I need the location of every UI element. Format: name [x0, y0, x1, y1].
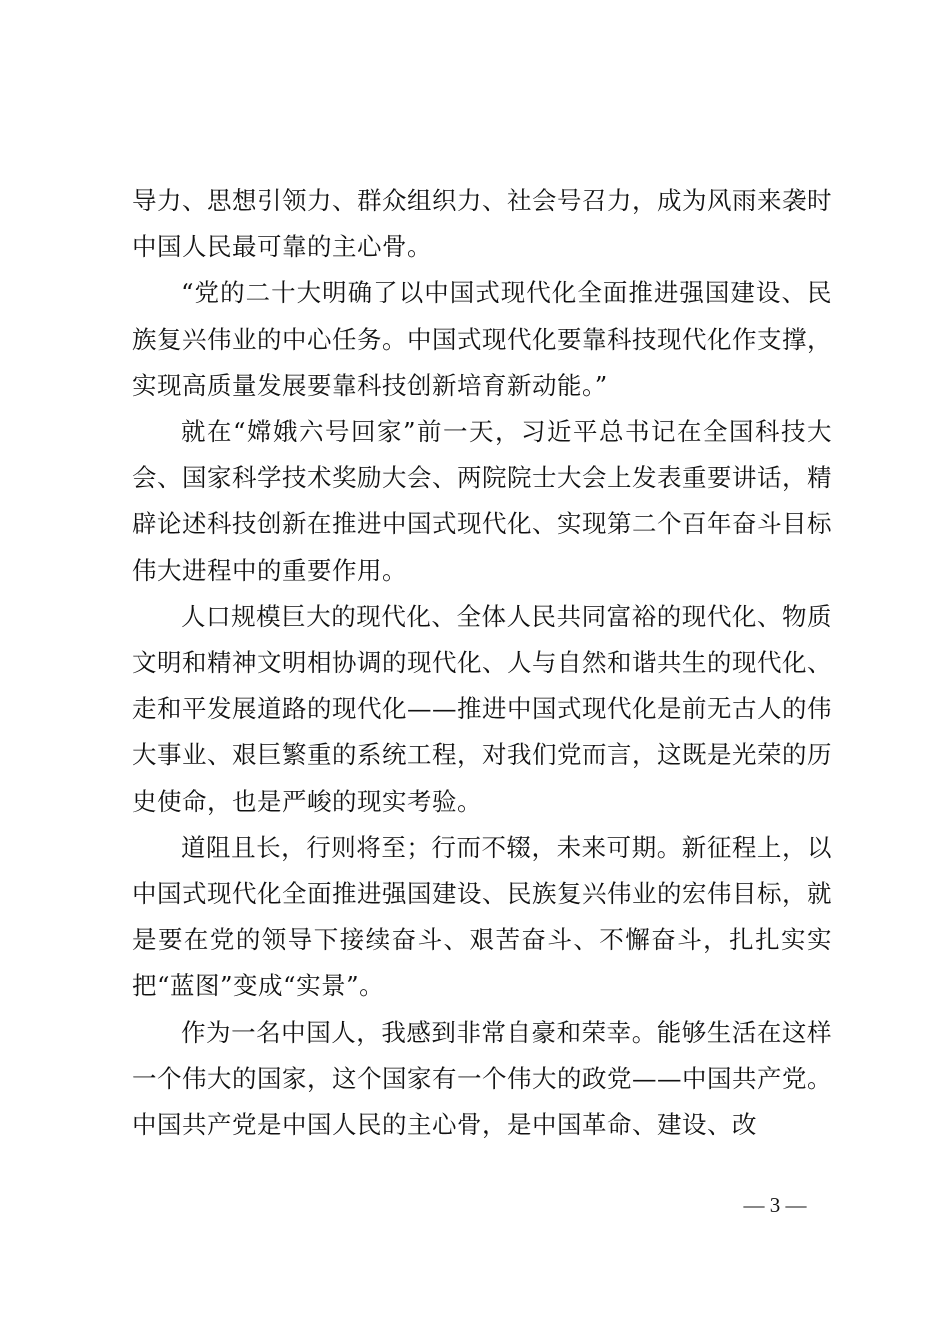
- paragraph: 道阻且长，行则将至；行而不辍，未来可期。新征程上，以中国式现代化全面推进强国建设、民族复兴伟业的宏伟目标，就是要在党的领导下接续奋斗、艰苦奋斗、不懈奋斗，扎扎实实把“蓝图”变成“实景”。: [132, 832, 832, 1001]
- paragraph: 作为一名中国人，我感到非常自豪和荣幸。能够生活在这样一个伟大的国家，这个国家有一个伟大的政党——中国共产党。中国共产党是中国人民的主心骨，是中国革命、建设、改: [132, 1017, 832, 1140]
- paragraph: “党的二十大明确了以中国式现代化全面推进强国建设、民族复兴伟业的中心任务。中国式现代化要靠科技现代化作支撑，实现高质量发展要靠科技创新培育新动能。”: [132, 278, 832, 400]
- body-text: [132, 178, 832, 1148]
- page-number: — 3 —: [743, 1193, 807, 1217]
- paragraph: 人口规模巨大的现代化、全体人民共同富裕的现代化、物质文明和精神文明相协调的现代化、人与自然和谐共生的现代化、走和平发展道路的现代化——推进中国式现代化是前无古人的伟大事业、艰巨繁重的系统工程，对我们党而言，这既是光荣的历史使命，也是严峻的现实考验。: [132, 601, 832, 816]
- paragraph: 就在“嫦娥六号回家”前一天，习近平总书记在全国科技大会、国家科学技术奖励大会、两院院士大会上发表重要讲话，精辟论述科技创新在推进中国式现代化、实现第二个百年奋斗目标伟大进程中的重要作用。: [132, 417, 832, 585]
- paragraph: 导力、思想引领力、群众组织力、社会号召力，成为风雨来袭时中国人民最可靠的主心骨。: [132, 186, 832, 262]
